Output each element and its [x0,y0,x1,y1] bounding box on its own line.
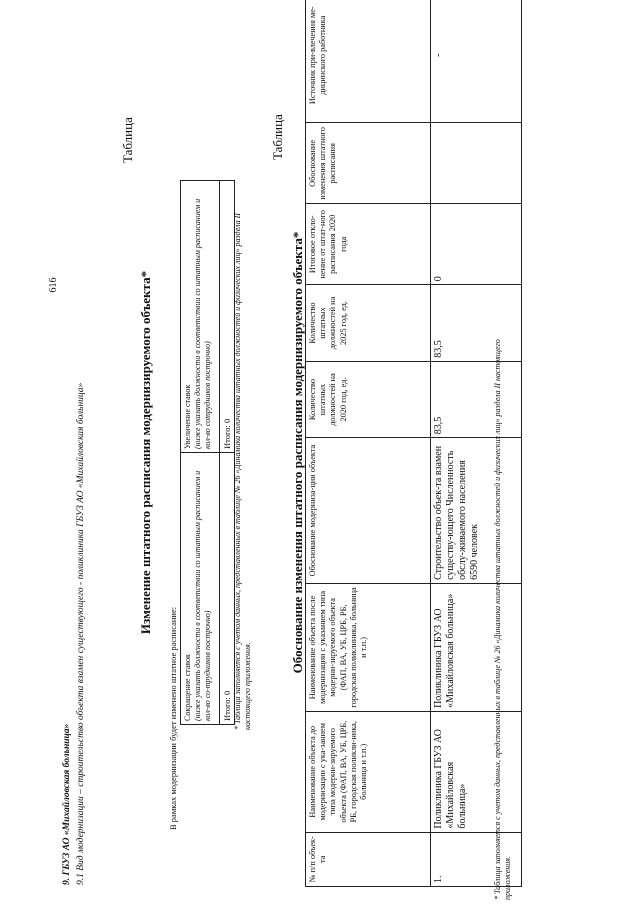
increase-hint: (ниже указать должности в соответствии со штатным расписанием и кол-во сотрудников построчно) [193,198,212,449]
col-header-deviation: Итоговое откло-нение от штат-ного расписания 2020 года [306,204,431,285]
col-header-num: № п/п объек-та [306,832,431,886]
table2-footnote: * Таблица заполняется с учетом данных, представленных в таблице № 26 «Динамика количества штатных должностей и физических лиц» раздела II настоящего приложения. [493,339,512,900]
row-justification [431,123,522,204]
reduction-hint: (ниже указать должности в соответствии со штатным расписанием и кол-во со-трудников построчно) [193,470,212,721]
row-staff-2020: 83,5 [431,361,522,438]
row-before: Поликлиника ГБУЗ АО «Михайловская больница» [431,711,522,832]
section-heading: 9. ГБУЗ АО «Михайловская больница» [62,723,72,885]
staff-justification-table [305,0,522,887]
row-reason: Строительство объек-та взамен существу-ющего Численность обслу-живаемого населения 6590 человек [431,438,522,584]
row-staff-2025: 83,5 [431,285,522,362]
reduction-header: Сокращение ставок [183,654,192,721]
row-after: Поликлиника ГБУЗ АО «Михайловская больница» [431,583,522,711]
table2-label: Таблица [270,114,285,160]
table1-intro: В рамках модернизации будет изменено штатное расписание: [168,606,178,830]
table1-title: Изменение штатного расписания модернизируемого объекта* [138,270,153,635]
increase-total: Итого: 0 [220,181,235,453]
col-header-before: Наименование объекта до модернизации с ука-занием типа модерни-зируемого объекта (ФАП, ВА, УБ, ЦРБ, РБ, городская поликли-ника, больница и т.п.) [306,711,431,832]
reduction-header-cell [181,453,220,725]
row-source: - [431,0,522,123]
table1-label: Таблица [120,117,135,163]
row-num: 1. [431,832,522,886]
reduction-total: Итого: 0 [220,453,235,725]
page-number: 616 [48,277,59,293]
col-header-staff-2025: Количество штатных должностей на 2025 год, ед. [306,285,431,362]
staff-change-table [180,180,235,725]
table1-footnote: * Таблица заполняется с учетом данных, представленных в таблице № 26 «Динамика количества штатных должностей и физических лиц» раздела II настоящего приложения. [233,213,252,730]
col-header-justification: Обоснование изменения штатного расписания [306,123,431,204]
col-header-reason: Обоснование модерниза-ции объекта [306,438,431,584]
col-header-source: Источник при-влечения ме-дицинского работника [306,0,431,123]
col-header-after: Наименование объекта после модернизации с указанием типа модерни-зируемого объекта (ФАП, ВА, УБ, ЦРБ, РБ, городская поликлиника, больница и т.п.) [306,583,431,711]
increase-header-cell [181,181,220,453]
col-header-staff-2020: Количество штатных должностей на 2020 год, ед. [306,361,431,438]
table2-title: Обоснование изменения штатного расписания модернизируемого объекта* [290,231,305,674]
increase-header: Увеличение ставок [183,384,192,449]
row-deviation: 0 [431,204,522,285]
section-subheading: 9.1 Вид модернизации – строительство объекта взамен существующего - поликлиника ГБУЗ АО «Михайловская больница» [76,382,86,885]
